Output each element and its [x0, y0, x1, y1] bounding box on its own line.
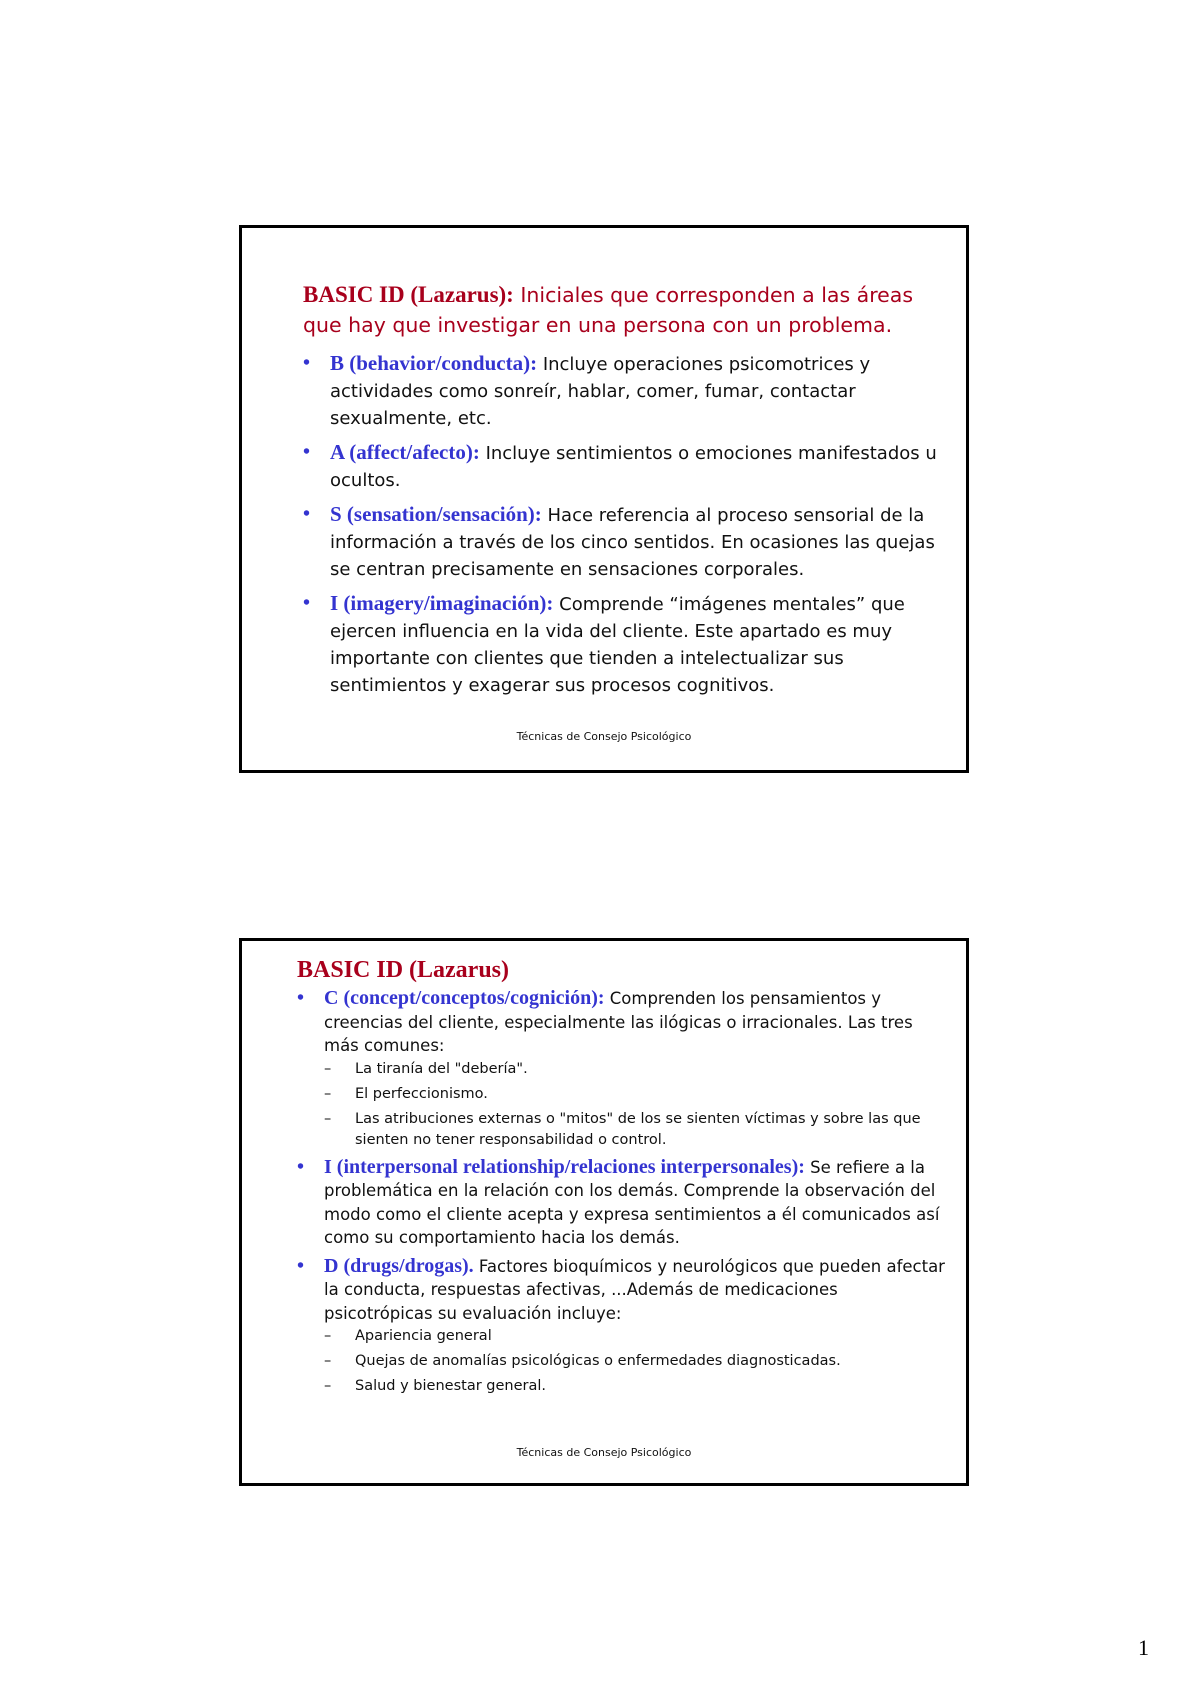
slide-1-footer: Técnicas de Consejo Psicológico [516, 730, 692, 743]
slide-2-title: BASIC ID (Lazarus) [297, 957, 510, 983]
item-term: S (sensation/sensación): [330, 502, 542, 526]
sub-item-text: Las atribuciones externas o "mitos" de los se sienten víctimas y sobre las que sienten no tener responsabilidad o control. [355, 1110, 921, 1148]
slide-2-footer: Técnicas de Consejo Psicológico [516, 1446, 692, 1459]
slide-1-heading [303, 280, 943, 340]
bullet-icon: • [297, 1155, 305, 1178]
sub-item [324, 1109, 947, 1151]
sub-item-text: Quejas de anomalías psicológicas o enfermedades diagnosticadas. [355, 1353, 841, 1369]
dash-icon: – [324, 1328, 332, 1344]
dash-icon: – [324, 1085, 332, 1102]
item-term: I (imagery/imaginación): [330, 591, 554, 615]
list-item-drugs [297, 1255, 947, 1398]
sub-item [324, 1326, 947, 1347]
sub-item [324, 1376, 947, 1397]
bullet-icon: • [303, 503, 311, 525]
item-text: Factores bioquímicos y neurológicos que pueden afectar la conducta, respuestas afectivas, ...Además de medicaciones psicotrópicas su evaluación incluye: [324, 1256, 945, 1323]
bullet-icon: • [297, 987, 305, 1009]
list-item-imagery [303, 590, 943, 699]
item-term: A (affect/afecto): [330, 440, 480, 464]
item-term: B (behavior/conducta): [330, 351, 538, 375]
sub-item-text: Salud y bienestar general. [355, 1378, 546, 1394]
dash-icon: – [324, 1110, 332, 1127]
list-item-sensation [303, 501, 943, 583]
slide-1-title: BASIC ID (Lazarus): [303, 282, 514, 307]
list-item-affect [303, 439, 943, 494]
sub-item-text: El perfeccionismo. [355, 1085, 488, 1102]
dash-icon: – [324, 1378, 332, 1394]
sub-item-text: La tiranía del "debería". [355, 1060, 528, 1077]
sub-item [324, 1059, 947, 1080]
slide-1 [239, 225, 969, 773]
slide-1-intro: Iniciales que corresponden a las áreas que hay que investigar en una persona con un problema. [303, 283, 914, 337]
item-term: D (drugs/drogas). [324, 1254, 474, 1277]
item-text: Comprende “imágenes mentales” que ejercen influencia en la vida del cliente. Este apartado es muy importante con clientes que tienden a intelectualizar sus sentimientos y exagerar sus procesos cognitivos. [330, 594, 905, 696]
bullet-icon: • [303, 592, 311, 614]
slide-2-bullet-list [297, 987, 947, 1402]
item-text: Se refiere a la problemática en la relación con los demás. Comprende la observación del modo como el cliente acepta y expresa sentimientos a él comunicados así como su comportamiento hacia los demás. [324, 1157, 940, 1247]
sub-item [324, 1351, 947, 1372]
bullet-icon: • [303, 441, 311, 463]
list-item-concept [297, 987, 947, 1151]
page-number: 1 [1138, 1635, 1149, 1660]
sub-item [324, 1084, 947, 1105]
item-text: Incluye sentimientos o emociones manifestados u ocultos. [330, 443, 937, 491]
list-item-behavior [303, 350, 943, 432]
dash-icon: – [324, 1353, 332, 1369]
item-term: C (concept/conceptos/cognición): [324, 987, 605, 1009]
slide-1-bullet-list [303, 350, 943, 706]
slide-2 [239, 938, 969, 1486]
bullet-icon: • [297, 1254, 305, 1277]
sub-list [324, 1326, 947, 1397]
item-text: Hace referencia al proceso sensorial de la información a través de los cinco sentidos. En ocasiones las quejas se centran precisamente en sensaciones corporales. [330, 505, 935, 580]
sub-item-text: Apariencia general [355, 1328, 492, 1344]
item-text: Comprenden los pensamientos y creencias del cliente, especialmente las ilógicas o irracionales. Las tres más comunes: [324, 989, 913, 1055]
item-text: Incluye operaciones psicomotrices y actividades como sonreír, hablar, comer, fumar, contactar sexualmente, etc. [330, 354, 871, 429]
list-item-interpersonal [297, 1156, 947, 1250]
sub-list [324, 1059, 947, 1151]
bullet-icon: • [303, 352, 311, 374]
dash-icon: – [324, 1060, 332, 1077]
item-term: I (interpersonal relationship/relaciones interpersonales): [324, 1155, 805, 1178]
